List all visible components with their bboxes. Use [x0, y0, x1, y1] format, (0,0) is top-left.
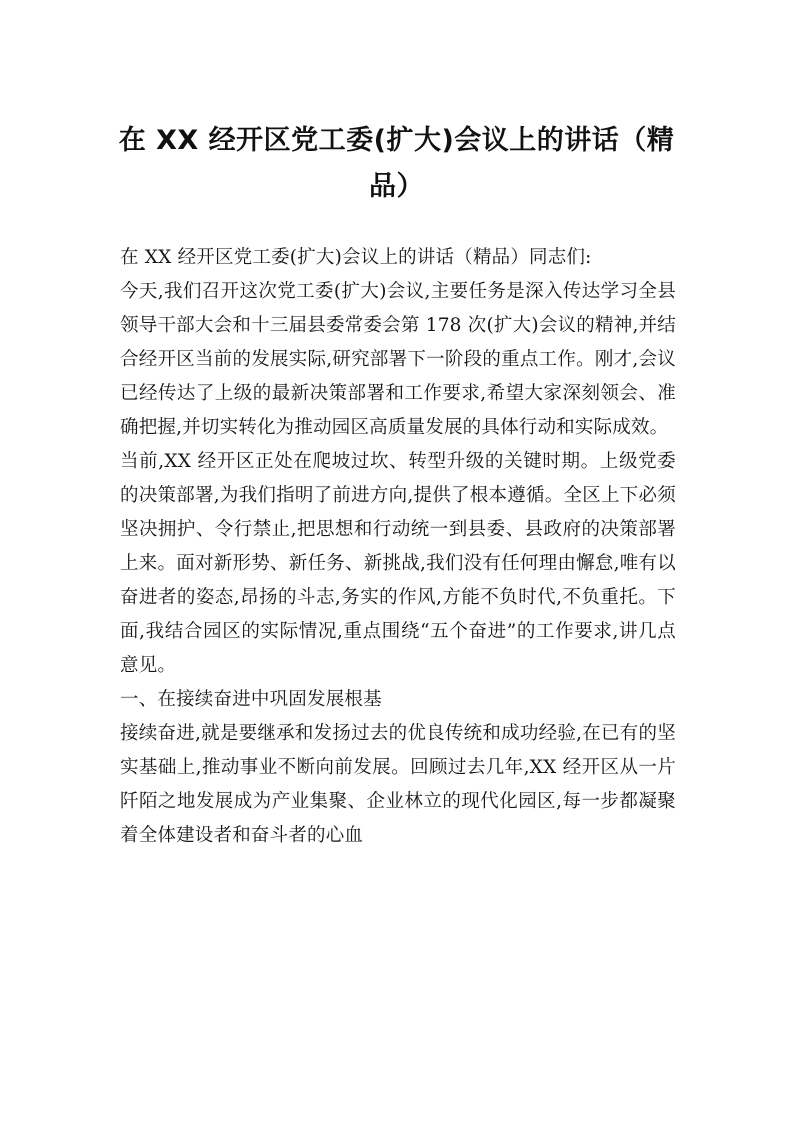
document-title: 在 XX 经开区党工委(扩大)会议上的讲话（精品）	[118, 125, 675, 202]
document-body	[120, 241, 676, 853]
paragraph-current-situation: 当前,XX 经开区正处在爬坡过坎、转型升级的关键时期。上级党委的决策部署,为我们指明了前进方向,提供了根本遵循。全区上下必须坚决拥护、令行禁止,把思想和行动统一到县委、县政府的决策部署上来。面对新形势、新任务、新挑战,我们没有任何理由懈怠,唯有以奋进者的姿态,昂扬的斗志,务实的作风,方能不负时代,不负重托。下面,我结合园区的实际情况,重点围绕“五个奋进”的工作要求,讲几点意见。	[120, 451, 676, 676]
paragraph-greeting: 在 XX 经开区党工委(扩大)会议上的讲话（精品）同志们:	[120, 247, 592, 268]
paragraph-introduction: 今天,我们召开这次党工委(扩大)会议,主要任务是深入传达学习全县领导干部大会和十三届县委常委会第 178 次(扩大)会议的精神,并结合经开区当前的发展实际,研究部署下一阶段的重点工作。刚才,会议已经传达了上级的最新决策部署和工作要求,希望大家深刻领会、准确把握,并切实转化为推动园区高质量发展的具体行动和实际成效。	[120, 281, 676, 438]
section-heading-1: 一、在接续奋进中巩固发展根基	[120, 689, 382, 710]
paragraph-section-1-body: 接续奋进,就是要继承和发扬过去的优良传统和成功经验,在已有的坚实基础上,推动事业不断向前发展。回顾过去几年,XX 经开区从一片阡陌之地发展成为产业集聚、企业林立的现代化园区,每一步都凝聚着全体建设者和奋斗者的心血	[120, 723, 676, 846]
